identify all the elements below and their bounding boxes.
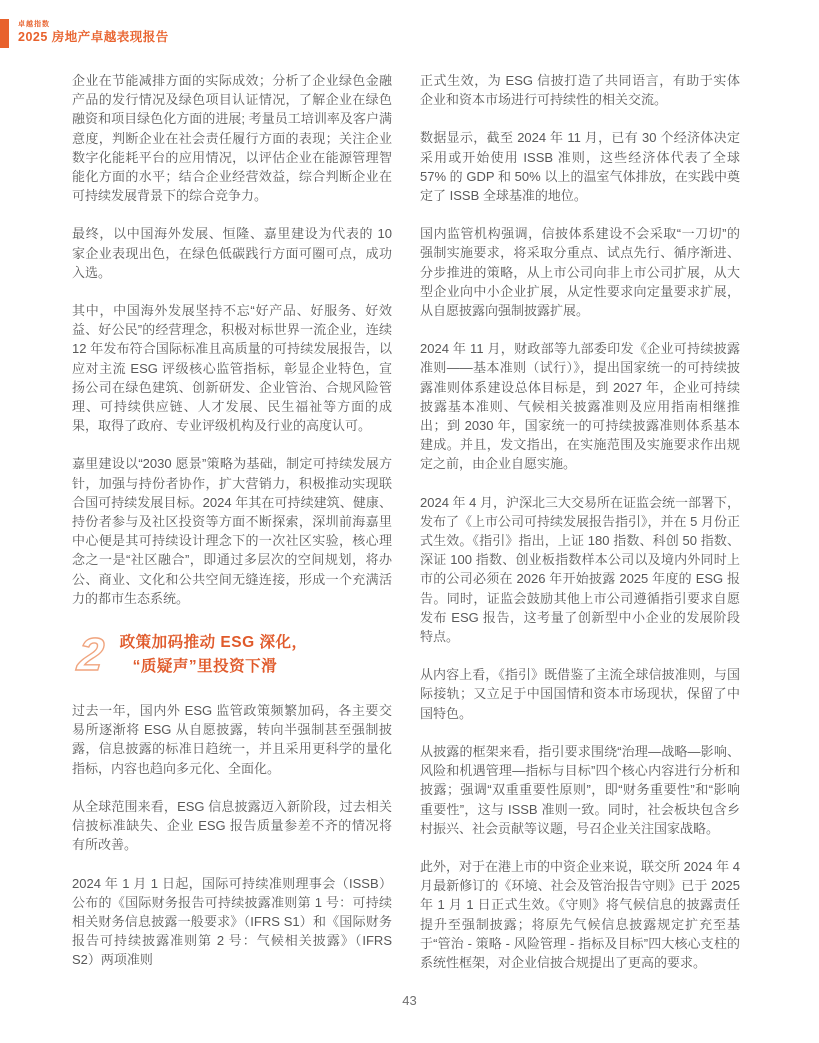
paragraph: 从披露的框架来看，指引要求围绕“治理—战略—影响、风险和机遇管理—指标与目标”四个核心内容进行分析和披露；强调“双重重要性原则”，即“财务重要性”和“影响重要性”，这与 ISSB 准则一致。同时，社会板块包含乡村振兴、社会贡献等议题，号召企业关注国家战略。 xyxy=(420,743,740,836)
paragraph: 其中，中国海外发展坚持不忘“好产品、好服务、好效益、好公民”的经营理念，积极对标世界一流企业，连续 12 年发布符合国际标准且高质量的可持续发展报告，以应对主流 ESG 评级核心监管指标，彰显企业特色，宣扬公司在绿色建筑、创新研发、企业管治、合规风险管理、可持续供应链、人才发展、民生福祉等方面的成果，取得了政府、专业评级机构及行业的高度认可。 xyxy=(72,303,392,434)
page-number: 43 xyxy=(402,993,417,1008)
left-column xyxy=(72,71,392,972)
two-column-body xyxy=(72,71,740,972)
paragraph: 数据显示，截至 2024 年 11 月，已有 30 个经济体决定采用或开始使用 ISSB 准则，这些经济体代表了全球 57% 的 GDP 和 50% 以上的温室气体排放，在实践中奠定了 ISSB 全球基准的地位。 xyxy=(420,130,740,204)
paragraph: 从全球范围来看，ESG 信息披露迈入新阶段，过去相关信披标准缺失、企业 ESG 报告质量参差不齐的情况将有所改善。 xyxy=(72,798,392,853)
paragraph: 最终，以中国海外发展、恒隆、嘉里建设为代表的 10 家企业表现出色，在绿色低碳践行方面可圈可点，成功入选。 xyxy=(72,226,392,280)
paragraph: 此外，对于在港上市的中资企业来说，联交所 2024 年 4 月最新修订的《环境、社会及管治报告守则》已于 2025 年 1 月 1 日正式生效。《守则》将气候信息的披露责任提升至强制披露；将原先气候信息披露规定扩充至基于“管治 - 策略 - 风险管理 - 指标及目标”四大核心支柱的系统性框架，对企业信披合规提出了更高的要求。 xyxy=(420,858,740,970)
brand-block xyxy=(18,19,169,45)
section-number: 2 xyxy=(75,628,107,681)
paragraph: 2024 年 11 月，财政部等九部委印发《企业可持续披露准则——基本准则（试行）》，提出国家统一的可持续披露准则体系建设总体目标是，到 2027 年，企业可持续披露基本准则、气候相关披露准则及应用指南相继推出；到 2030 年，国家统一的可持续披露准则体系基本建成。并且，发文指出，在实施范围及实施要求作出规定之前，由企业自愿实施。 xyxy=(420,341,740,472)
header-accent-bar xyxy=(0,19,9,48)
section-title xyxy=(120,627,308,679)
paragraph: 从内容上看，《指引》既借鉴了主流全球信披准则，与国际接轨；又立足于中国国情和资本市场现状，保留了中国特色。 xyxy=(420,667,740,721)
paragraph: 企业在节能减排方面的实际成效；分析了企业绿色金融产品的发行情况及绿色项目认证情况，了解企业在绿色融资和项目绿色化方面的进展; 考量员工培训率及客户满意度，判断企业在社会责任履行方面的表现；关注企业数字化能耗平台的应用情况，以评估企业在能源管理智能化方面的水平；结合企业经营效益，综合判断企业在可持续发展背景下的综合竞争力。 xyxy=(72,73,392,204)
page-header xyxy=(0,19,169,48)
page-footer xyxy=(0,992,819,1010)
paragraph: 正式生效，为 ESG 信披打造了共同语言，有助于实体企业和资本市场进行可持续性的相关交流。 xyxy=(420,73,740,108)
paragraph: 嘉里建设以“2030 愿景”策略为基础，制定可持续发展方针，加强与持份者协作，扩大营销力，积极推动实现联合国可持续发展目标。2024 年其在可持续建筑、健康、持份者参与及社区投资等方面不断探索，深圳前海嘉里中心便是其可持续设计理念下的一次社区实验，核心理念之一是“社区融合”，即通过多层次的空间规划，将办公、商业、文化和公共空间无缝连接，形成一个充满活力的都市生态系统。 xyxy=(72,456,392,606)
section-heading xyxy=(75,627,392,681)
section-title-line2: “质疑声”里投资下滑 xyxy=(132,658,278,676)
right-column xyxy=(420,71,740,972)
section-title-line1: 政策加码推动 ESG 深化， xyxy=(119,634,308,652)
paragraph: 过去一年，国内外 ESG 监管政策频繁加码，各主要交易所逐渐将 ESG 从自愿披露，转向半强制甚至强制披露，信息披露的标准日趋统一，并且采用更科学的量化指标，内容也趋向多元化、全面化。 xyxy=(72,703,392,776)
paragraph: 2024 年 1 月 1 日起，国际可持续准则理事会（ISSB）公布的《国际财务报告可持续披露准则第 1 号：可持续相关财务信息披露一般要求》（IFRS S1）和《国际财务报告可持续披露准则第 2 号：气候相关披露》（IFRS S2）两项准则 xyxy=(72,875,392,968)
brand-subtitle: 卓越指数 xyxy=(18,21,50,28)
paragraph: 2024 年 4 月，沪深北三大交易所在证监会统一部署下，发布了《上市公司可持续发展报告指引》，并在 5 月份正式生效。《指引》指出，上证 180 指数、科创 50 指数、深证 100 指数、创业板指数样本公司以及境内外同时上市的公司必须在 2026 年开始披露 2025 年度的 ESG 报告。同时，证监会鼓励其他上市公司遵循指引要求自愿发布 ESG 报告，这考量了创新型中小企业的发展阶段特点。 xyxy=(420,494,740,645)
paragraph: 国内监管机构强调，信披体系建设不会采取“一刀切”的强制实施要求，将采取分重点、试点先行、循序渐进、分步推进的策略，从上市公司向非上市公司扩展，从大型企业向中小企业扩展，从定性要求向定量要求扩展，从自愿披露向强制披露扩展。 xyxy=(420,226,740,319)
report-title: 2025 房地产卓越表现报告 xyxy=(18,30,169,44)
